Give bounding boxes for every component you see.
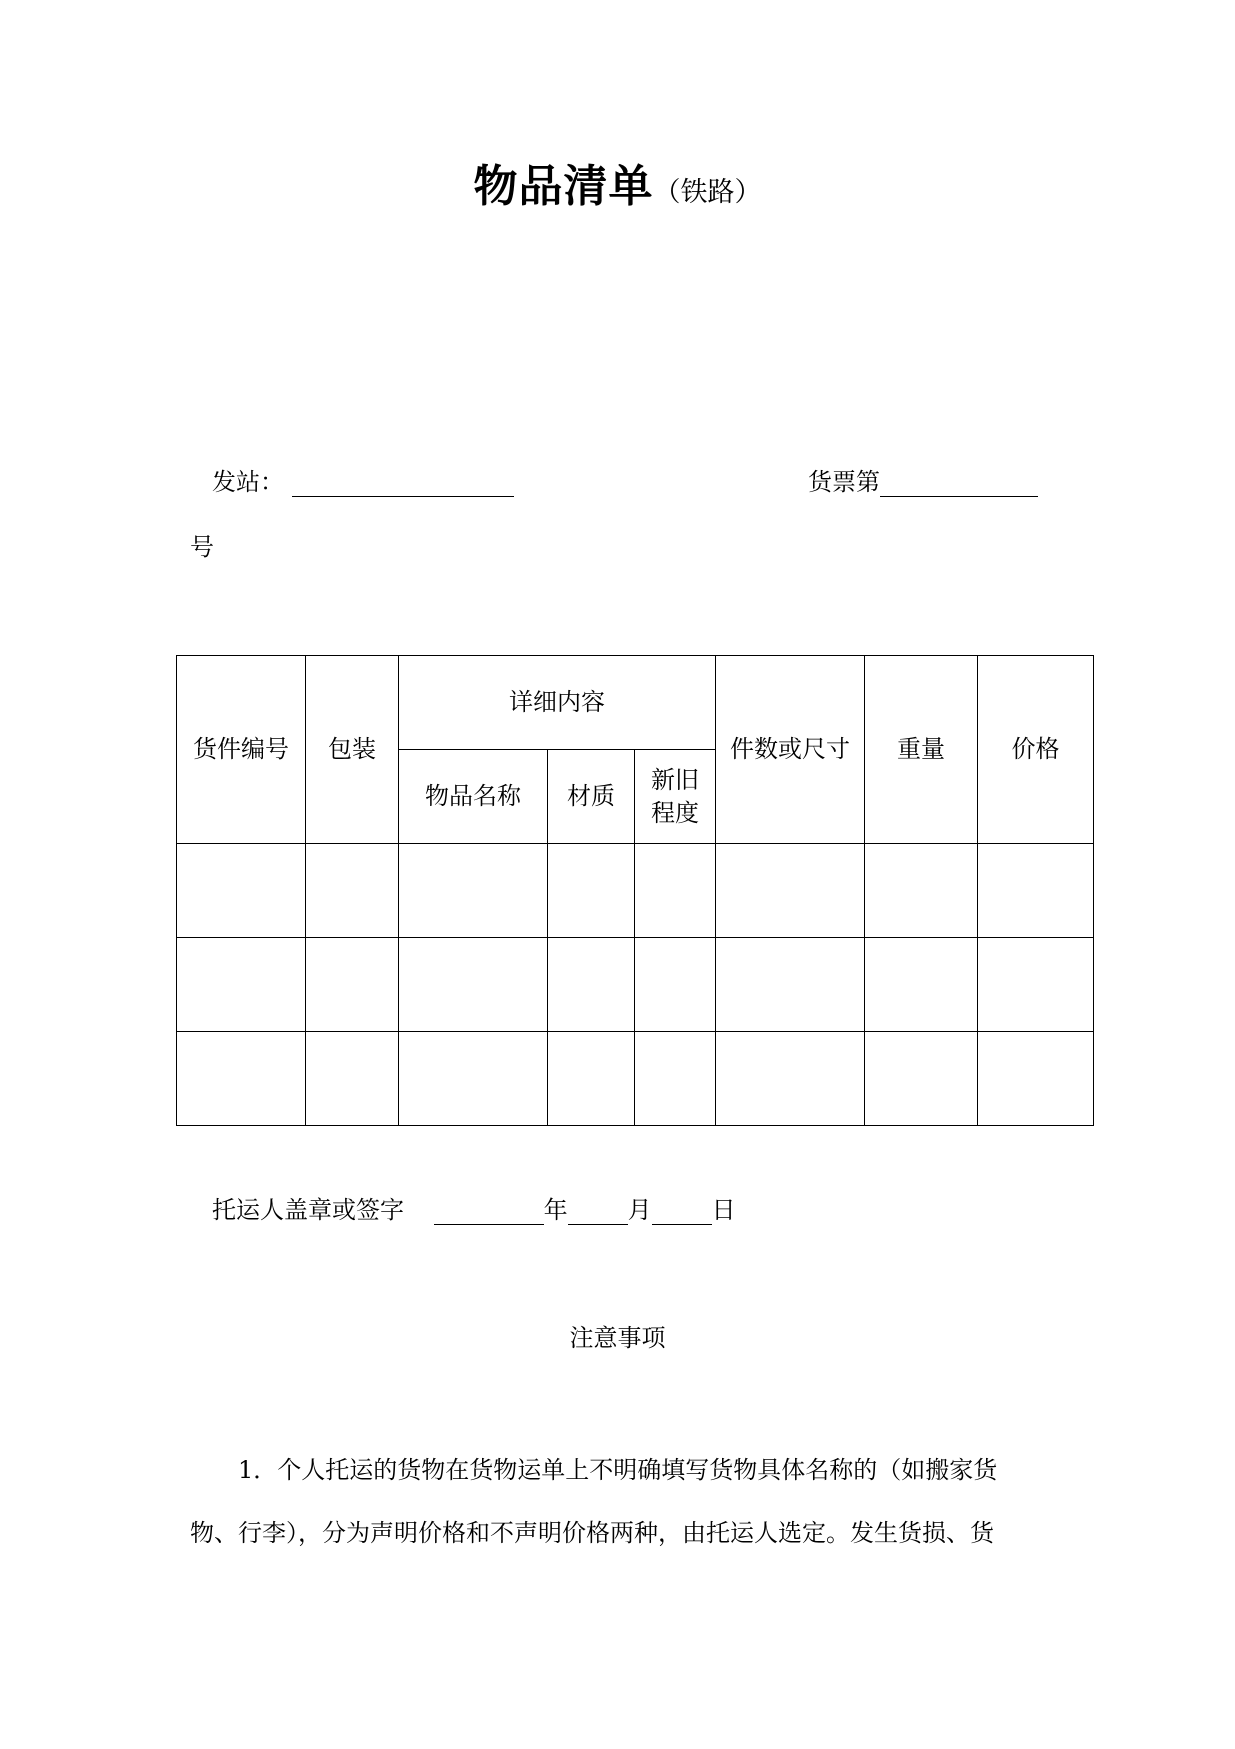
- table-cell[interactable]: [177, 1032, 306, 1126]
- station-label: 发站：: [212, 468, 284, 496]
- table-cell[interactable]: [399, 1032, 548, 1126]
- waybill-field: [808, 462, 1038, 497]
- title-sub: （铁路）: [653, 177, 762, 208]
- header-material: 材质: [548, 750, 635, 844]
- header-row-1: [177, 656, 1094, 750]
- table-cell[interactable]: [548, 844, 635, 938]
- items-table: [176, 655, 1094, 1126]
- table-cell[interactable]: [865, 1032, 978, 1126]
- table-cell[interactable]: [716, 844, 865, 938]
- station-input-line[interactable]: [292, 470, 514, 497]
- header-count-size: 件数或尺寸: [716, 656, 865, 844]
- table-cell[interactable]: [548, 1032, 635, 1126]
- header-condition: [635, 750, 716, 844]
- table-cell[interactable]: [548, 938, 635, 1032]
- table-row: [177, 1032, 1094, 1126]
- signature-label: 托运人盖章或签字: [212, 1196, 404, 1224]
- table-cell[interactable]: [177, 844, 306, 938]
- table-cell[interactable]: [865, 844, 978, 938]
- header-price: 价格: [978, 656, 1094, 844]
- table-cell[interactable]: [399, 844, 548, 938]
- year-label: 年: [543, 1196, 568, 1224]
- signature-date-day-line[interactable]: [652, 1198, 712, 1225]
- day-label: 日: [711, 1196, 736, 1224]
- title-main: 物品清单: [473, 161, 654, 212]
- table-cell[interactable]: [177, 938, 306, 1032]
- notes-para1-line2: 物、行李），分为声明价格和不声明价格两种，由托运人选定。发生货损、货: [190, 1519, 994, 1547]
- waybill-suffix: 号: [190, 533, 214, 561]
- table-cell[interactable]: [716, 1032, 865, 1126]
- table-cell[interactable]: [399, 938, 548, 1032]
- signature-date-year-line[interactable]: [434, 1198, 544, 1225]
- document-title: [0, 150, 1235, 214]
- header-item-no: 货件编号: [177, 656, 306, 844]
- table-cell[interactable]: [306, 1032, 399, 1126]
- month-label: 月: [627, 1196, 652, 1224]
- table-cell[interactable]: [635, 938, 716, 1032]
- table-cell[interactable]: [978, 938, 1094, 1032]
- table-cell[interactable]: [978, 1032, 1094, 1126]
- notes-title: 注意事项: [569, 1324, 666, 1352]
- header-weight: 重量: [865, 656, 978, 844]
- waybill-input-line[interactable]: [880, 470, 1038, 497]
- header-item-name: 物品名称: [399, 750, 548, 844]
- station-field: [212, 462, 514, 497]
- table-cell[interactable]: [865, 938, 978, 1032]
- table-cell[interactable]: [306, 844, 399, 938]
- signature-line: [212, 1190, 736, 1225]
- table-row: [177, 844, 1094, 938]
- table-row: [177, 938, 1094, 1032]
- table-cell[interactable]: [635, 1032, 716, 1126]
- table-cell[interactable]: [306, 938, 399, 1032]
- notes-para1-line1: 1．个人托运的货物在货物运单上不明确填写货物具体名称的（如搬家货: [238, 1456, 998, 1484]
- header-packaging: 包装: [306, 656, 399, 844]
- table-cell[interactable]: [978, 844, 1094, 938]
- header-condition-line2: 程度: [651, 798, 699, 827]
- header-details: 详细内容: [399, 656, 716, 750]
- header-condition-line1: 新旧: [651, 765, 699, 794]
- waybill-label: 货票第: [808, 468, 880, 496]
- table-cell[interactable]: [716, 938, 865, 1032]
- table-cell[interactable]: [635, 844, 716, 938]
- signature-date-month-line[interactable]: [568, 1198, 628, 1225]
